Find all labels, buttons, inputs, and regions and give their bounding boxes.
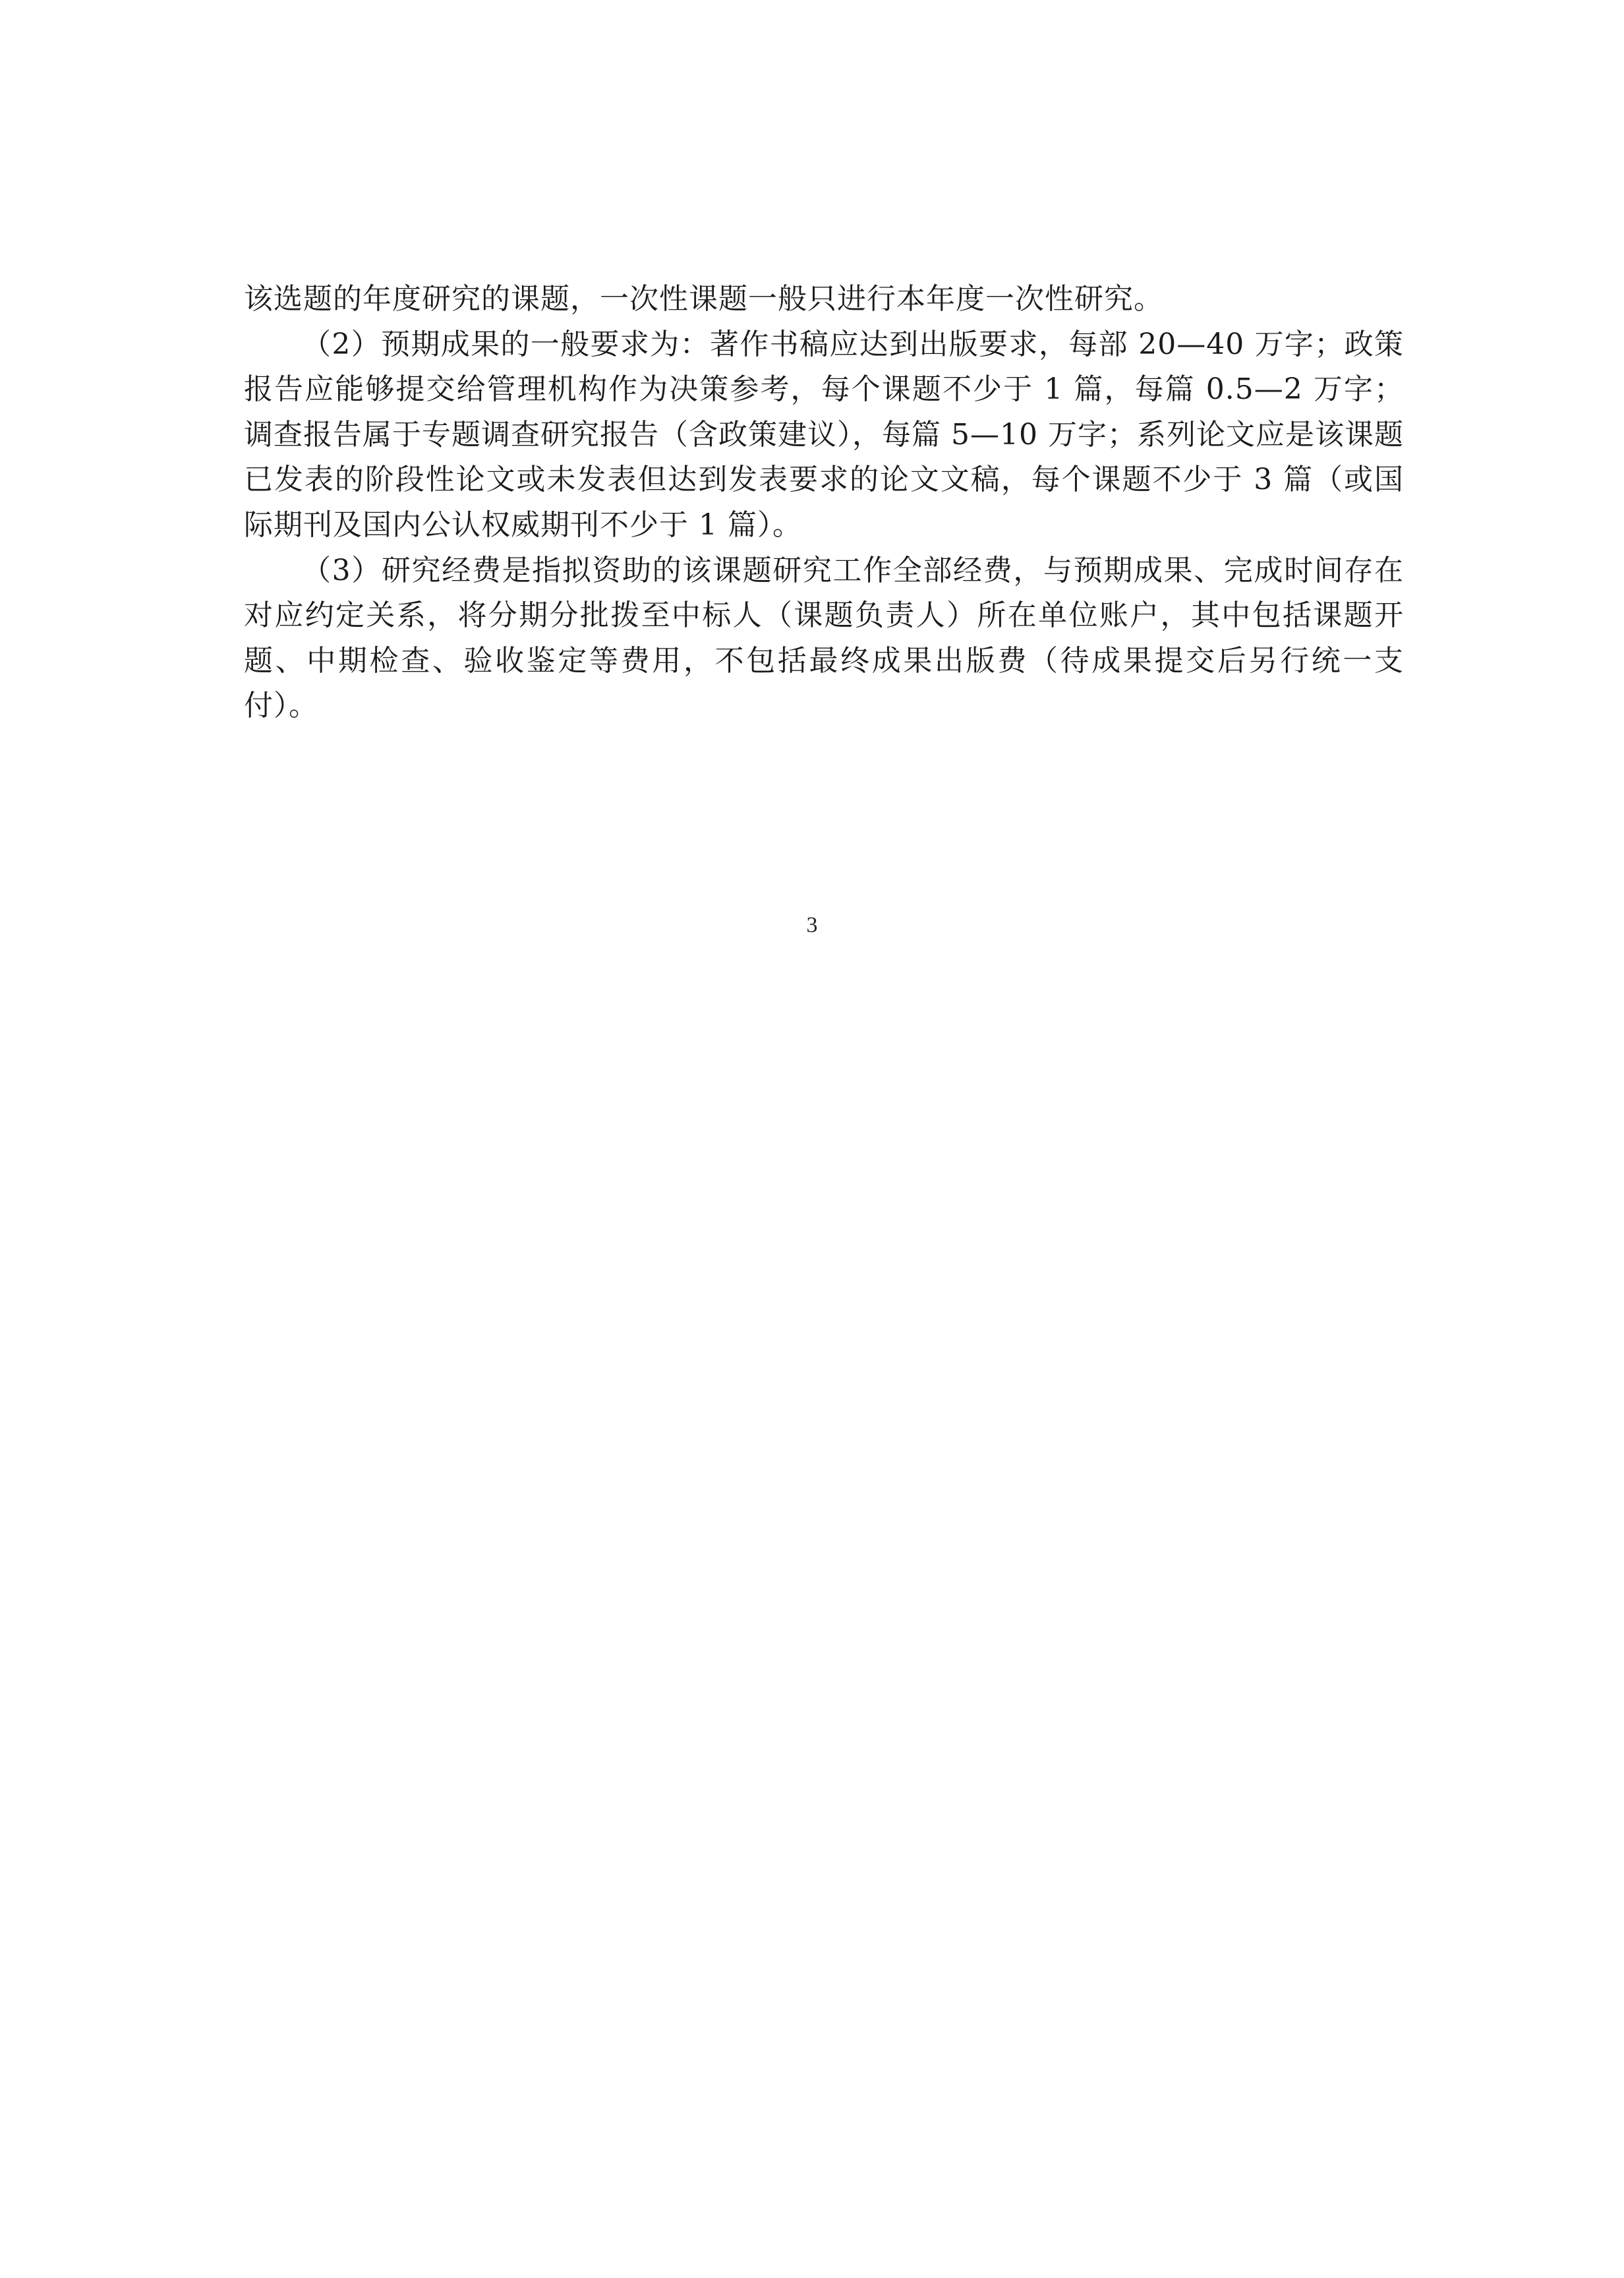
paragraph-expected-results: （2）预期成果的一般要求为：著作书稿应达到出版要求，每部 20—40 万字；政策报告应能够提交给管理机构作为决策参考，每个课题不少于 1 篇，每篇 0.5—2 万字；调查报告属于专题调查研究报告（含政策建议），每篇 5—10 万字；系列论文应是该课题已发表的阶段性论文或未发表但达到发表要求的论文文稿，每个课题不少于 3 篇（或国际期刊及国内公认权威期刊不少于 1 篇）。 [244,327,1404,542]
body-text [244,277,1404,729]
paragraph-continuation: 该选题的年度研究的课题，一次性课题一般只进行本年度一次性研究。 [244,282,1163,316]
paragraph-research-funding: （3）研究经费是指拟资助的该课题研究工作全部经费，与预期成果、完成时间存在对应约定关系，将分期分批拨至中标人（课题负责人）所在单位账户，其中包括课题开题、中期检查、验收鉴定等费用，不包括最终成果出版费（待成果提交后另行统一支付）。 [244,553,1404,723]
page-number: 3 [806,913,818,937]
